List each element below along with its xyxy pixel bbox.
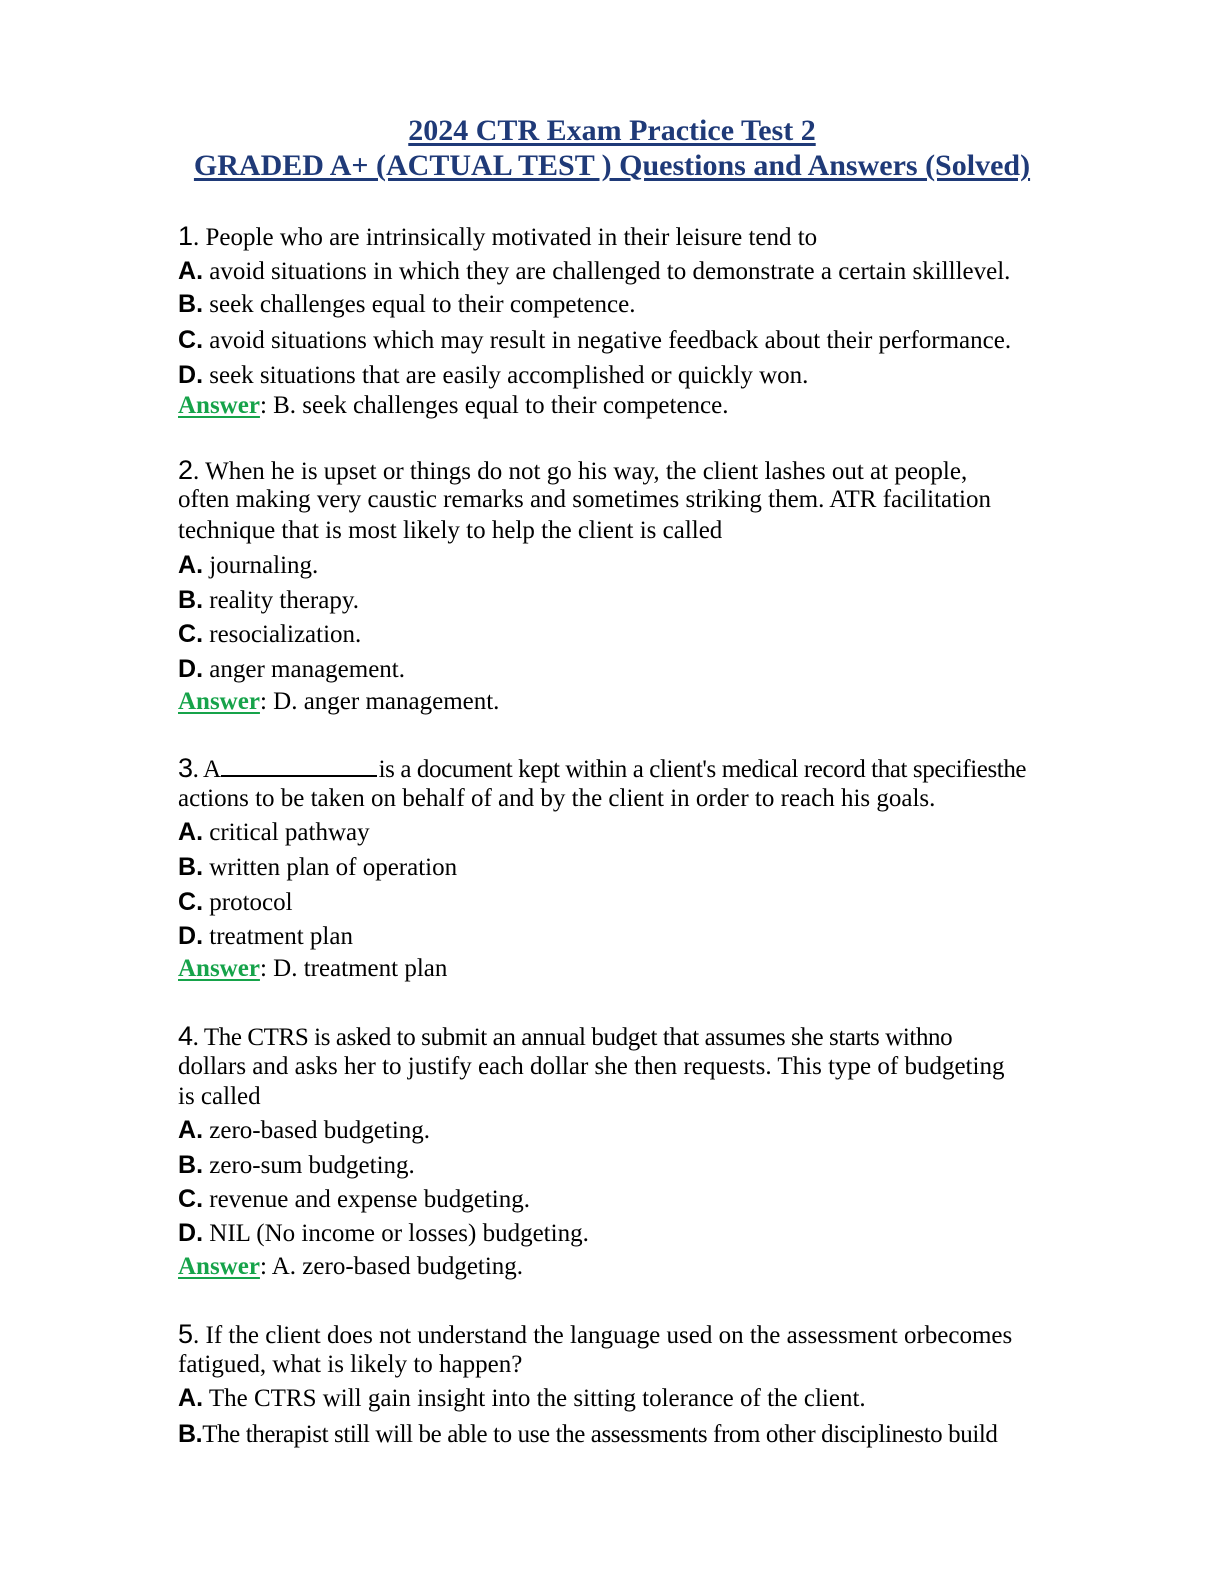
option-text: The therapist still will be able to use the assessments from other disciplinesto build xyxy=(202,1421,998,1448)
option-text: zero-sum budgeting. xyxy=(209,1152,415,1179)
option-letter: C xyxy=(178,1185,197,1213)
question-2-answer xyxy=(178,687,1138,717)
question-1-option-a: A. avoid situations in which they are challenged to demonstrate a certain skilllevel. xyxy=(178,257,1011,285)
option-letter: C xyxy=(178,620,197,648)
question-4-option-a: A. zero-based budgeting. xyxy=(178,1116,431,1144)
option-letter: A xyxy=(178,1384,197,1412)
question-3-option-b: B. written plan of operation xyxy=(178,853,458,881)
option-text: treatment plan xyxy=(209,923,353,950)
option-text: reality therapy. xyxy=(209,587,359,614)
question-number: 2 xyxy=(178,455,194,485)
question-2-option-c: C. resocialization. xyxy=(178,620,362,648)
answer-label: Answer xyxy=(178,1253,260,1280)
question-5-stem-line2: fatigued, what is likely to happen? xyxy=(178,1351,523,1378)
question-3-option-a: A. critical pathway xyxy=(178,818,370,846)
answer-text: : B. seek challenges equal to their competence. xyxy=(259,392,729,419)
option-text: resocialization. xyxy=(209,621,362,648)
option-text: seek situations that are easily accomplished or quickly won. xyxy=(209,362,809,389)
question-text-prefix: A xyxy=(202,756,221,783)
question-text: When he is upset or things do not go his way, the client lashes out at people, xyxy=(205,458,968,485)
question-4-option-d: D. NIL (No income or losses) budgeting. xyxy=(178,1219,589,1247)
question-2-stem: 2. When he is upset or things do not go his way, the client lashes out at people, xyxy=(178,455,968,485)
option-text: avoid situations in which they are challenged to demonstrate a certain skilllevel. xyxy=(209,258,1011,285)
question-4-answer xyxy=(178,1252,1138,1282)
question-text: People who are intrinsically motivated in their leisure tend to xyxy=(205,224,818,251)
question-3-option-d: D. treatment plan xyxy=(178,922,353,950)
option-letter: D xyxy=(178,922,197,950)
question-2-stem-line2: often making very caustic remarks and sometimes striking them. ATR facilitation xyxy=(178,486,992,513)
question-1-answer xyxy=(178,391,1138,421)
question-5-option-a: A. The CTRS will gain insight into the sitting tolerance of the client. xyxy=(178,1384,866,1412)
option-text: revenue and expense budgeting. xyxy=(209,1186,530,1213)
option-text: seek challenges equal to their competence. xyxy=(209,291,636,318)
question-3-option-c: C. protocol xyxy=(178,888,293,916)
document-subtitle: GRADED A+ (ACTUAL TEST ) Questions and Answers (Solved) xyxy=(193,149,1031,182)
question-5-option-b: B.The therapist still will be able to use the assessments from other disciplinesto build xyxy=(178,1420,998,1448)
option-letter: A xyxy=(178,818,197,846)
option-letter: B xyxy=(178,290,197,318)
option-letter: B xyxy=(178,586,197,614)
question-4-stem-line2: dollars and asks her to justify each dollar she then requests. This type of budgeting xyxy=(178,1053,1005,1080)
question-text-suffix: is a document kept within a client's medical record that specifiesthe xyxy=(378,756,1027,783)
answer-text: : D. treatment plan xyxy=(259,955,448,982)
question-number: 5 xyxy=(178,1319,194,1349)
option-letter: A xyxy=(178,1116,197,1144)
question-3-stem: 3. A is a document kept within a client's medical record that specifiesthe xyxy=(178,753,1027,783)
option-letter: B xyxy=(178,1151,197,1179)
option-letter: C xyxy=(178,326,197,354)
question-text: The CTRS is asked to submit an annual budget that assumes she starts withno xyxy=(203,1024,953,1051)
option-letter: C xyxy=(178,888,197,916)
question-1-option-b: B. seek challenges equal to their competence. xyxy=(178,290,636,318)
option-letter: D xyxy=(178,655,197,683)
option-text: anger management. xyxy=(209,656,406,683)
question-number: 3 xyxy=(178,753,193,783)
question-1-option-c: C. avoid situations which may result in negative feedback about their performance. xyxy=(178,326,1012,354)
question-1-option-d: D. seek situations that are easily accomplished or quickly won. xyxy=(178,361,809,389)
option-text: critical pathway xyxy=(209,819,370,846)
option-text: NIL (No income or losses) budgeting. xyxy=(209,1220,589,1247)
option-text: protocol xyxy=(209,889,293,916)
option-letter: B xyxy=(178,1420,196,1448)
option-letter: A xyxy=(178,551,197,579)
question-2-stem-line3: technique that is most likely to help the client is called xyxy=(178,517,723,544)
fill-in-blank xyxy=(221,753,377,777)
question-4-stem-line3: is called xyxy=(178,1083,261,1110)
option-letter: D xyxy=(178,1219,197,1247)
question-2-option-d: D. anger management. xyxy=(178,655,406,683)
answer-label: Answer xyxy=(178,688,260,715)
question-5-stem: 5. If the client does not understand the language used on the assessment orbecomes xyxy=(178,1319,1013,1349)
question-1-stem: 1. People who are intrinsically motivated in their leisure tend to xyxy=(178,221,818,251)
question-text: If the client does not understand the language used on the assessment orbecomes xyxy=(205,1322,1013,1349)
question-4-option-c: C. revenue and expense budgeting. xyxy=(178,1185,530,1213)
option-text: The CTRS will gain insight into the sitting tolerance of the client. xyxy=(208,1385,866,1412)
answer-text: : A. zero-based budgeting. xyxy=(259,1253,524,1280)
option-letter: A xyxy=(178,257,197,285)
question-2-option-b: B. reality therapy. xyxy=(178,586,359,614)
question-4-stem: 4. The CTRS is asked to submit an annual budget that assumes she starts withno xyxy=(178,1021,953,1051)
question-number: 4 xyxy=(178,1021,193,1051)
option-text: journaling. xyxy=(209,552,319,579)
question-number: 1 xyxy=(178,221,194,251)
option-text: written plan of operation xyxy=(209,854,458,881)
question-4-option-b: B. zero-sum budgeting. xyxy=(178,1151,415,1179)
question-2-option-a: A. journaling. xyxy=(178,551,319,579)
option-text: avoid situations which may result in negative feedback about their performance. xyxy=(209,327,1012,354)
document-title: 2024 CTR Exam Practice Test 2 xyxy=(408,114,816,147)
answer-label: Answer xyxy=(178,955,260,982)
option-letter: B xyxy=(178,853,197,881)
answer-text: : D. anger management. xyxy=(259,688,500,715)
option-letter: D xyxy=(178,361,197,389)
option-text: zero-based budgeting. xyxy=(209,1117,431,1144)
answer-label: Answer xyxy=(178,392,260,419)
question-3-answer xyxy=(178,954,1138,984)
question-3-stem-line2: actions to be taken on behalf of and by the client in order to reach his goals. xyxy=(178,785,936,812)
